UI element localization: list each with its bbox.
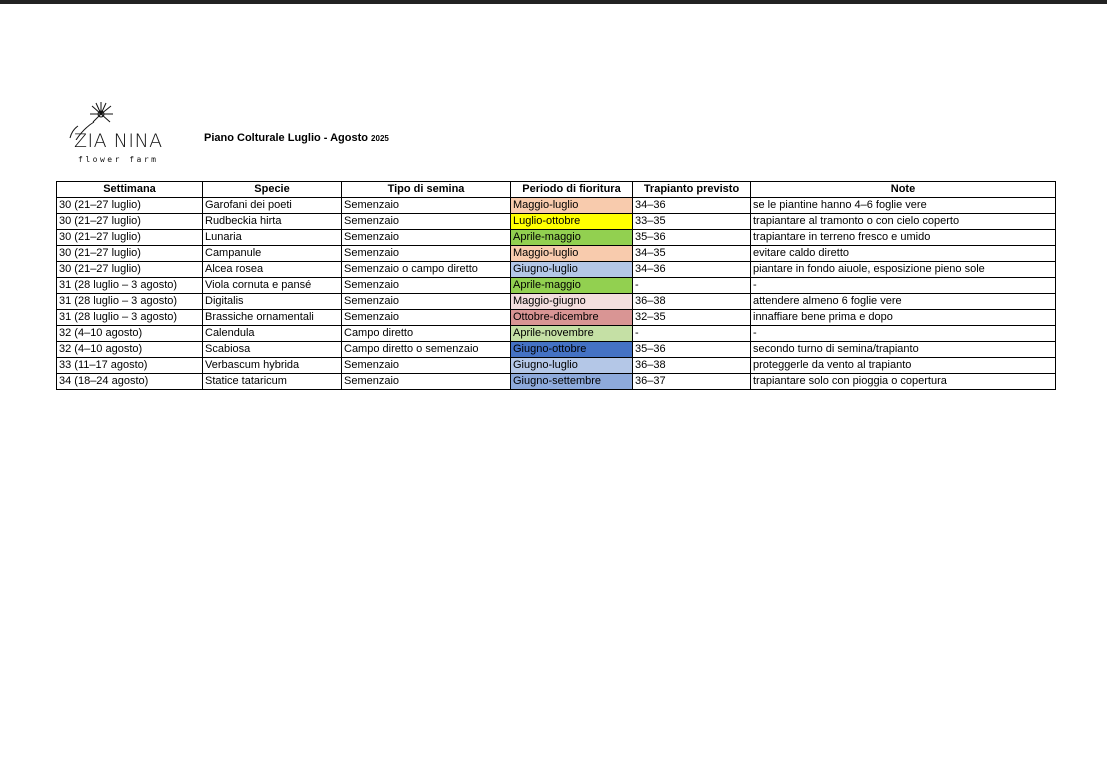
table-row — [57, 374, 1056, 390]
cell-sowing: Semenzaio — [342, 294, 511, 310]
cell-species: Rudbeckia hirta — [203, 214, 342, 230]
cell-week: 34 (18–24 agosto) — [57, 374, 203, 390]
cell-week: 30 (21–27 luglio) — [57, 246, 203, 262]
table-row — [57, 278, 1056, 294]
cell-bloom: Giugno-luglio — [511, 262, 633, 278]
cell-note: attendere almeno 6 foglie vere — [751, 294, 1056, 310]
logo — [64, 100, 182, 168]
table-row — [57, 198, 1056, 214]
table-row — [57, 214, 1056, 230]
crop-plan-table — [56, 181, 1056, 390]
cell-species: Statice tataricum — [203, 374, 342, 390]
cell-sowing: Semenzaio — [342, 374, 511, 390]
cell-week: 32 (4–10 agosto) — [57, 326, 203, 342]
cell-note: - — [751, 326, 1056, 342]
header-periodo-fioritura: Periodo di fioritura — [511, 182, 633, 198]
cell-sowing: Semenzaio — [342, 198, 511, 214]
cell-transplant: 35–36 — [633, 342, 751, 358]
cell-species: Lunaria — [203, 230, 342, 246]
cell-transplant: 34–35 — [633, 246, 751, 262]
cell-transplant: 33–35 — [633, 214, 751, 230]
cell-note: trapiantare in terreno fresco e umido — [751, 230, 1056, 246]
table-row — [57, 294, 1056, 310]
header-specie: Specie — [203, 182, 342, 198]
table-row — [57, 262, 1056, 278]
header-trapianto: Trapianto previsto — [633, 182, 751, 198]
cell-bloom: Maggio-luglio — [511, 246, 633, 262]
cell-note: trapiantare solo con pioggia o copertura — [751, 374, 1056, 390]
table-row — [57, 326, 1056, 342]
cell-species: Calendula — [203, 326, 342, 342]
cell-transplant: - — [633, 326, 751, 342]
table-row — [57, 310, 1056, 326]
cell-sowing: Semenzaio — [342, 358, 511, 374]
cell-species: Garofani dei poeti — [203, 198, 342, 214]
cell-week: 30 (21–27 luglio) — [57, 262, 203, 278]
cell-bloom: Ottobre-dicembre — [511, 310, 633, 326]
cell-bloom: Giugno-settembre — [511, 374, 633, 390]
logo-subtitle: flower farm — [78, 155, 159, 164]
cell-note: trapiantare al tramonto o con cielo coperto — [751, 214, 1056, 230]
cell-week: 31 (28 luglio – 3 agosto) — [57, 310, 203, 326]
cell-week: 32 (4–10 agosto) — [57, 342, 203, 358]
table-header-row — [57, 182, 1056, 198]
cell-transplant: 36–38 — [633, 358, 751, 374]
cell-transplant: 34–36 — [633, 262, 751, 278]
table-row — [57, 358, 1056, 374]
cell-species: Scabiosa — [203, 342, 342, 358]
header-note: Note — [751, 182, 1056, 198]
cell-sowing: Semenzaio — [342, 310, 511, 326]
cell-species: Viola cornuta e pansé — [203, 278, 342, 294]
title-text: Piano Colturale Luglio - Agosto — [204, 132, 368, 144]
cell-bloom: Maggio-giugno — [511, 294, 633, 310]
cell-transplant: 34–36 — [633, 198, 751, 214]
cell-bloom: Luglio-ottobre — [511, 214, 633, 230]
cell-sowing: Semenzaio — [342, 214, 511, 230]
cell-transplant: - — [633, 278, 751, 294]
table-row — [57, 246, 1056, 262]
header-settimana: Settimana — [57, 182, 203, 198]
cell-note: secondo turno di semina/trapianto — [751, 342, 1056, 358]
title-year: 2025 — [371, 134, 389, 143]
cell-sowing: Semenzaio — [342, 278, 511, 294]
cell-bloom: Aprile-maggio — [511, 230, 633, 246]
table-row — [57, 342, 1056, 358]
cell-species: Digitalis — [203, 294, 342, 310]
cell-bloom: Aprile-novembre — [511, 326, 633, 342]
cell-bloom: Aprile-maggio — [511, 278, 633, 294]
page-title — [204, 132, 389, 144]
cell-note: se le piantine hanno 4–6 foglie vere — [751, 198, 1056, 214]
cell-note: evitare caldo diretto — [751, 246, 1056, 262]
logo-brand: ZIA NINA — [74, 130, 163, 152]
cell-week: 30 (21–27 luglio) — [57, 198, 203, 214]
cell-transplant: 36–38 — [633, 294, 751, 310]
cell-sowing: Campo diretto o semenzaio — [342, 342, 511, 358]
table-row — [57, 230, 1056, 246]
cell-week: 33 (11–17 agosto) — [57, 358, 203, 374]
header-tipo-semina: Tipo di semina — [342, 182, 511, 198]
cell-species: Campanule — [203, 246, 342, 262]
cell-sowing: Semenzaio — [342, 246, 511, 262]
cell-week: 30 (21–27 luglio) — [57, 214, 203, 230]
cell-week: 30 (21–27 luglio) — [57, 230, 203, 246]
cell-bloom: Giugno-luglio — [511, 358, 633, 374]
cell-sowing: Semenzaio o campo diretto — [342, 262, 511, 278]
cell-species: Brassiche ornamentali — [203, 310, 342, 326]
cell-note: proteggerle da vento al trapianto — [751, 358, 1056, 374]
cell-species: Alcea rosea — [203, 262, 342, 278]
cell-species: Verbascum hybrida — [203, 358, 342, 374]
cell-note: - — [751, 278, 1056, 294]
cell-transplant: 35–36 — [633, 230, 751, 246]
cell-note: piantare in fondo aiuole, esposizione pieno sole — [751, 262, 1056, 278]
cell-week: 31 (28 luglio – 3 agosto) — [57, 294, 203, 310]
cell-transplant: 36–37 — [633, 374, 751, 390]
cell-bloom: Maggio-luglio — [511, 198, 633, 214]
cell-transplant: 32–35 — [633, 310, 751, 326]
cell-week: 31 (28 luglio – 3 agosto) — [57, 278, 203, 294]
cell-sowing: Semenzaio — [342, 230, 511, 246]
top-border — [0, 0, 1107, 4]
cell-sowing: Campo diretto — [342, 326, 511, 342]
cell-note: innaffiare bene prima e dopo — [751, 310, 1056, 326]
cell-bloom: Giugno-ottobre — [511, 342, 633, 358]
